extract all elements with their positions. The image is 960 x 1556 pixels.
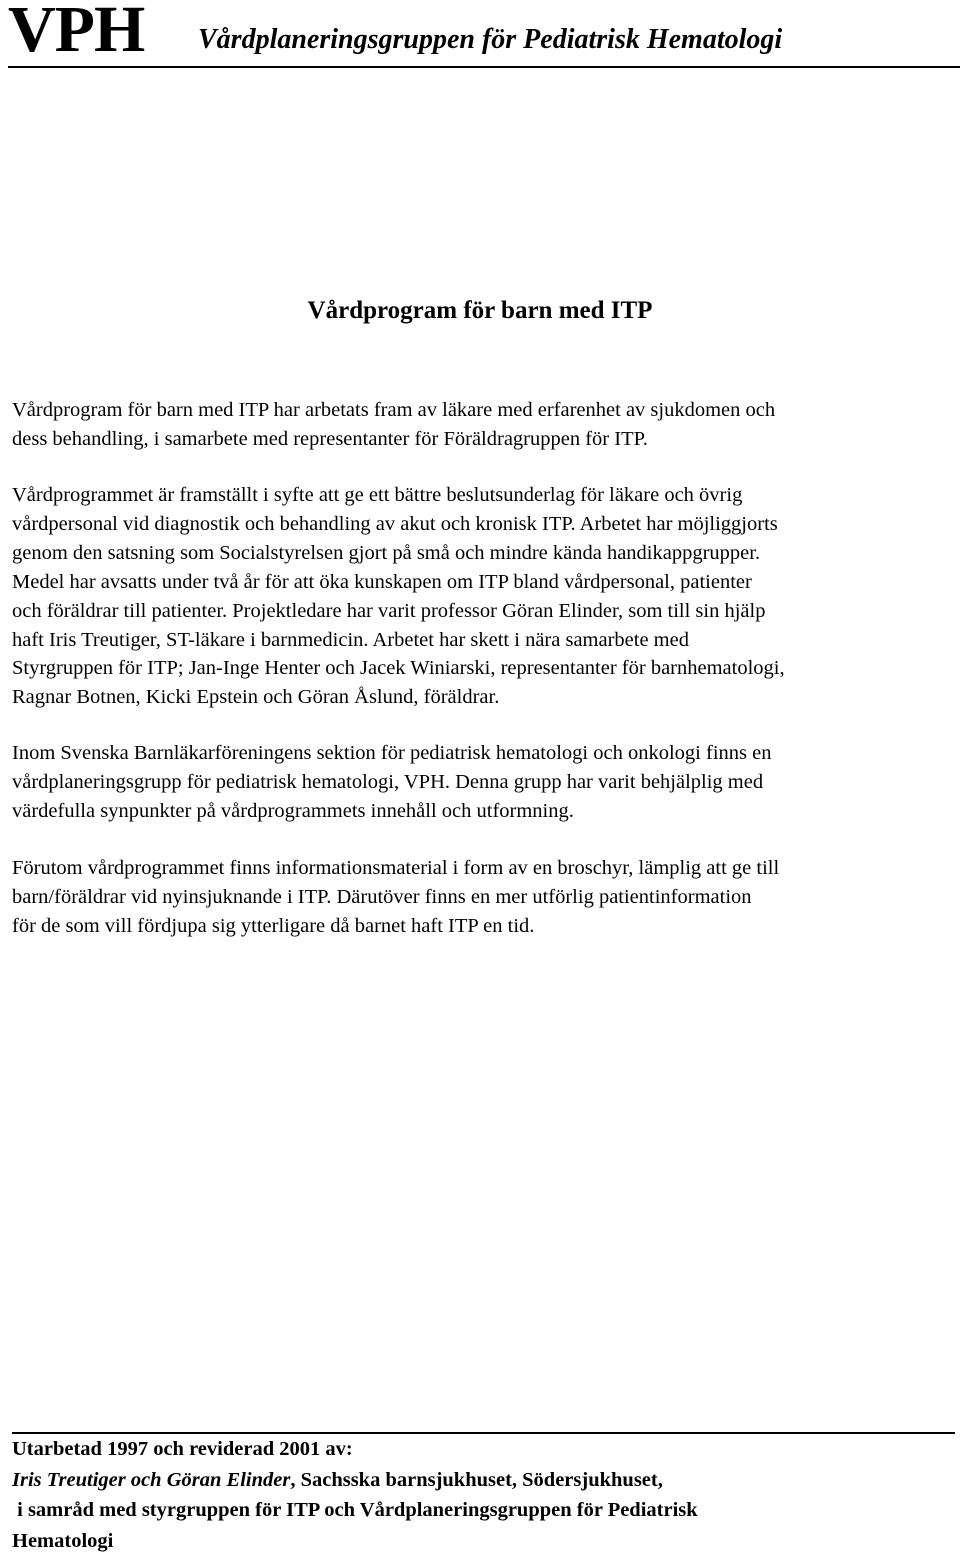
footer-authors-line <box>12 1465 955 1496</box>
header-group-name: Vårdplaneringsgruppen för Pediatrisk Hematologi <box>198 22 782 58</box>
paragraph-line: Styrgruppen för ITP; Jan-Inge Henter och Jacek Winiarski, representanter för barnhematologi, <box>12 654 957 683</box>
paragraph-line: dess behandling, i samarbete med representanter för Föräldragruppen för ITP. <box>12 425 957 454</box>
paragraph-line: värdefulla synpunkter på vårdprogrammets innehåll och utformning. <box>12 797 957 826</box>
header-abbreviation: VPH <box>8 0 144 66</box>
paragraph-line: genom den satsning som Socialstyrelsen gjort på små och mindre kända handikappgrupper. <box>12 539 957 568</box>
paragraph-purpose <box>12 481 957 712</box>
paragraph-line: vårdplaneringsgrupp för pediatrisk hematologi, VPH. Denna grupp har varit behjälplig med <box>12 768 957 797</box>
document-header <box>8 0 960 68</box>
footer-revision-line: Utarbetad 1997 och reviderad 2001 av: <box>12 1434 955 1465</box>
paragraph-line: och föräldrar till patienter. Projektledare har varit professor Göran Elinder, som till sin hjälp <box>12 597 957 626</box>
footer-consultation-line: i samråd med styrgruppen för ITP och Vårdplaneringsgruppen för Pediatrisk <box>12 1495 955 1526</box>
paragraph-line: vårdpersonal vid diagnostik och behandling av akut och kronisk ITP. Arbetet har möjliggjorts <box>12 510 957 539</box>
footer-consultation-line-end: Hematologi <box>12 1526 955 1556</box>
footer-affiliation: , Sachsska barnsjukhuset, Södersjukhuset, <box>290 1469 663 1491</box>
document-footer <box>12 1432 955 1556</box>
paragraph-line: haft Iris Treutiger, ST-läkare i barnmedicin. Arbetet har skett i nära samarbete med <box>12 626 957 655</box>
paragraph-line: Medel har avsatts under två år för att öka kunskapen om ITP bland vårdpersonal, patienter <box>12 568 957 597</box>
paragraph-line: Inom Svenska Barnläkarföreningens sektion för pediatrisk hematologi och onkologi finns en <box>12 739 957 768</box>
paragraph-vph <box>12 739 957 826</box>
footer-authors: Iris Treutiger och Göran Elinder <box>12 1469 290 1491</box>
paragraph-line: för de som vill fördjupa sig ytterligare då barnet haft ITP en tid. <box>12 912 957 941</box>
paragraph-information <box>12 854 957 941</box>
paragraph-line: Vårdprogram för barn med ITP har arbetats fram av läkare med erfarenhet av sjukdomen och <box>12 396 957 425</box>
paragraph-intro <box>12 396 957 454</box>
paragraph-line: Förutom vårdprogrammet finns informationsmaterial i form av en broschyr, lämplig att ge till <box>12 854 957 883</box>
document-title: Vårdprogram för barn med ITP <box>0 293 960 329</box>
paragraph-line: barn/föräldrar vid nyinsjuknande i ITP. Därutöver finns en mer utförlig patientinformation <box>12 883 957 912</box>
paragraph-line: Ragnar Botnen, Kicki Epstein och Göran Åslund, föräldrar. <box>12 683 957 712</box>
paragraph-line: Vårdprogrammet är framställt i syfte att ge ett bättre beslutsunderlag för läkare och övrig <box>12 481 957 510</box>
